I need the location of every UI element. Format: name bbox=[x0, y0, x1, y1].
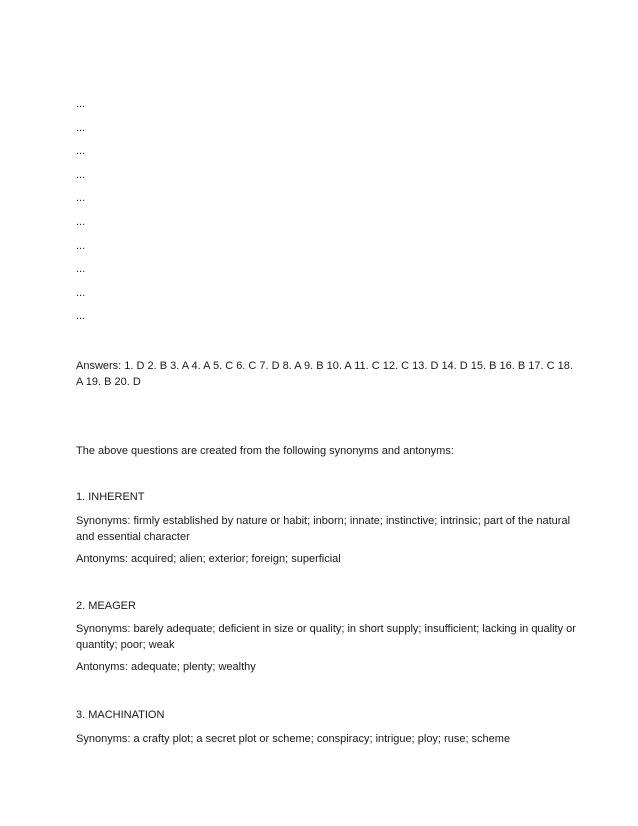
entry-synonyms: Synonyms: firmly established by nature or habit; inborn; innate; instinctive; intrinsic; part of the natural and essential character bbox=[76, 515, 571, 543]
entry-antonyms: Antonyms: acquired; alien; exterior; foreign; superficial bbox=[76, 553, 341, 565]
ellipsis-line: ... bbox=[76, 168, 86, 181]
ellipsis-line: ... bbox=[76, 215, 86, 228]
entry-heading: 2. MEAGER bbox=[76, 600, 136, 612]
ellipsis-list bbox=[76, 96, 85, 332]
ellipsis-line: ... bbox=[76, 310, 86, 323]
ellipsis-line: ... bbox=[76, 98, 86, 110]
answers-paragraph: Answers: 1. D 2. B 3. A 4. A 5. C 6. C 7. D 8. A 9. B 10. A 11. C 12. C 13. D 14. D 15. B 16. B 17. C 18. A 19. B 20. D bbox=[76, 360, 573, 388]
intro-paragraph: The above questions are created from the following synonyms and antonyms: bbox=[76, 445, 454, 457]
ellipsis-line: ... bbox=[76, 121, 86, 134]
ellipsis-line: ... bbox=[76, 286, 86, 299]
ellipsis-line: ... bbox=[76, 145, 86, 158]
entry-heading: 3. MACHINATION bbox=[76, 709, 165, 721]
ellipsis-line: ... bbox=[76, 263, 86, 276]
entry-synonyms: Synonyms: barely adequate; deficient in size or quality; in short supply; insufficient; lacking in quality or quantity; poor; weak bbox=[76, 623, 576, 651]
entry-synonyms: Synonyms: a crafty plot; a secret plot or scheme; conspiracy; intrigue; ploy; ruse; scheme bbox=[76, 733, 511, 745]
ellipsis-line: ... bbox=[76, 239, 86, 252]
ellipsis-line: ... bbox=[76, 192, 86, 205]
entry-antonyms: Antonyms: adequate; plenty; wealthy bbox=[76, 661, 256, 673]
entry-heading: 1. INHERENT bbox=[76, 491, 145, 503]
